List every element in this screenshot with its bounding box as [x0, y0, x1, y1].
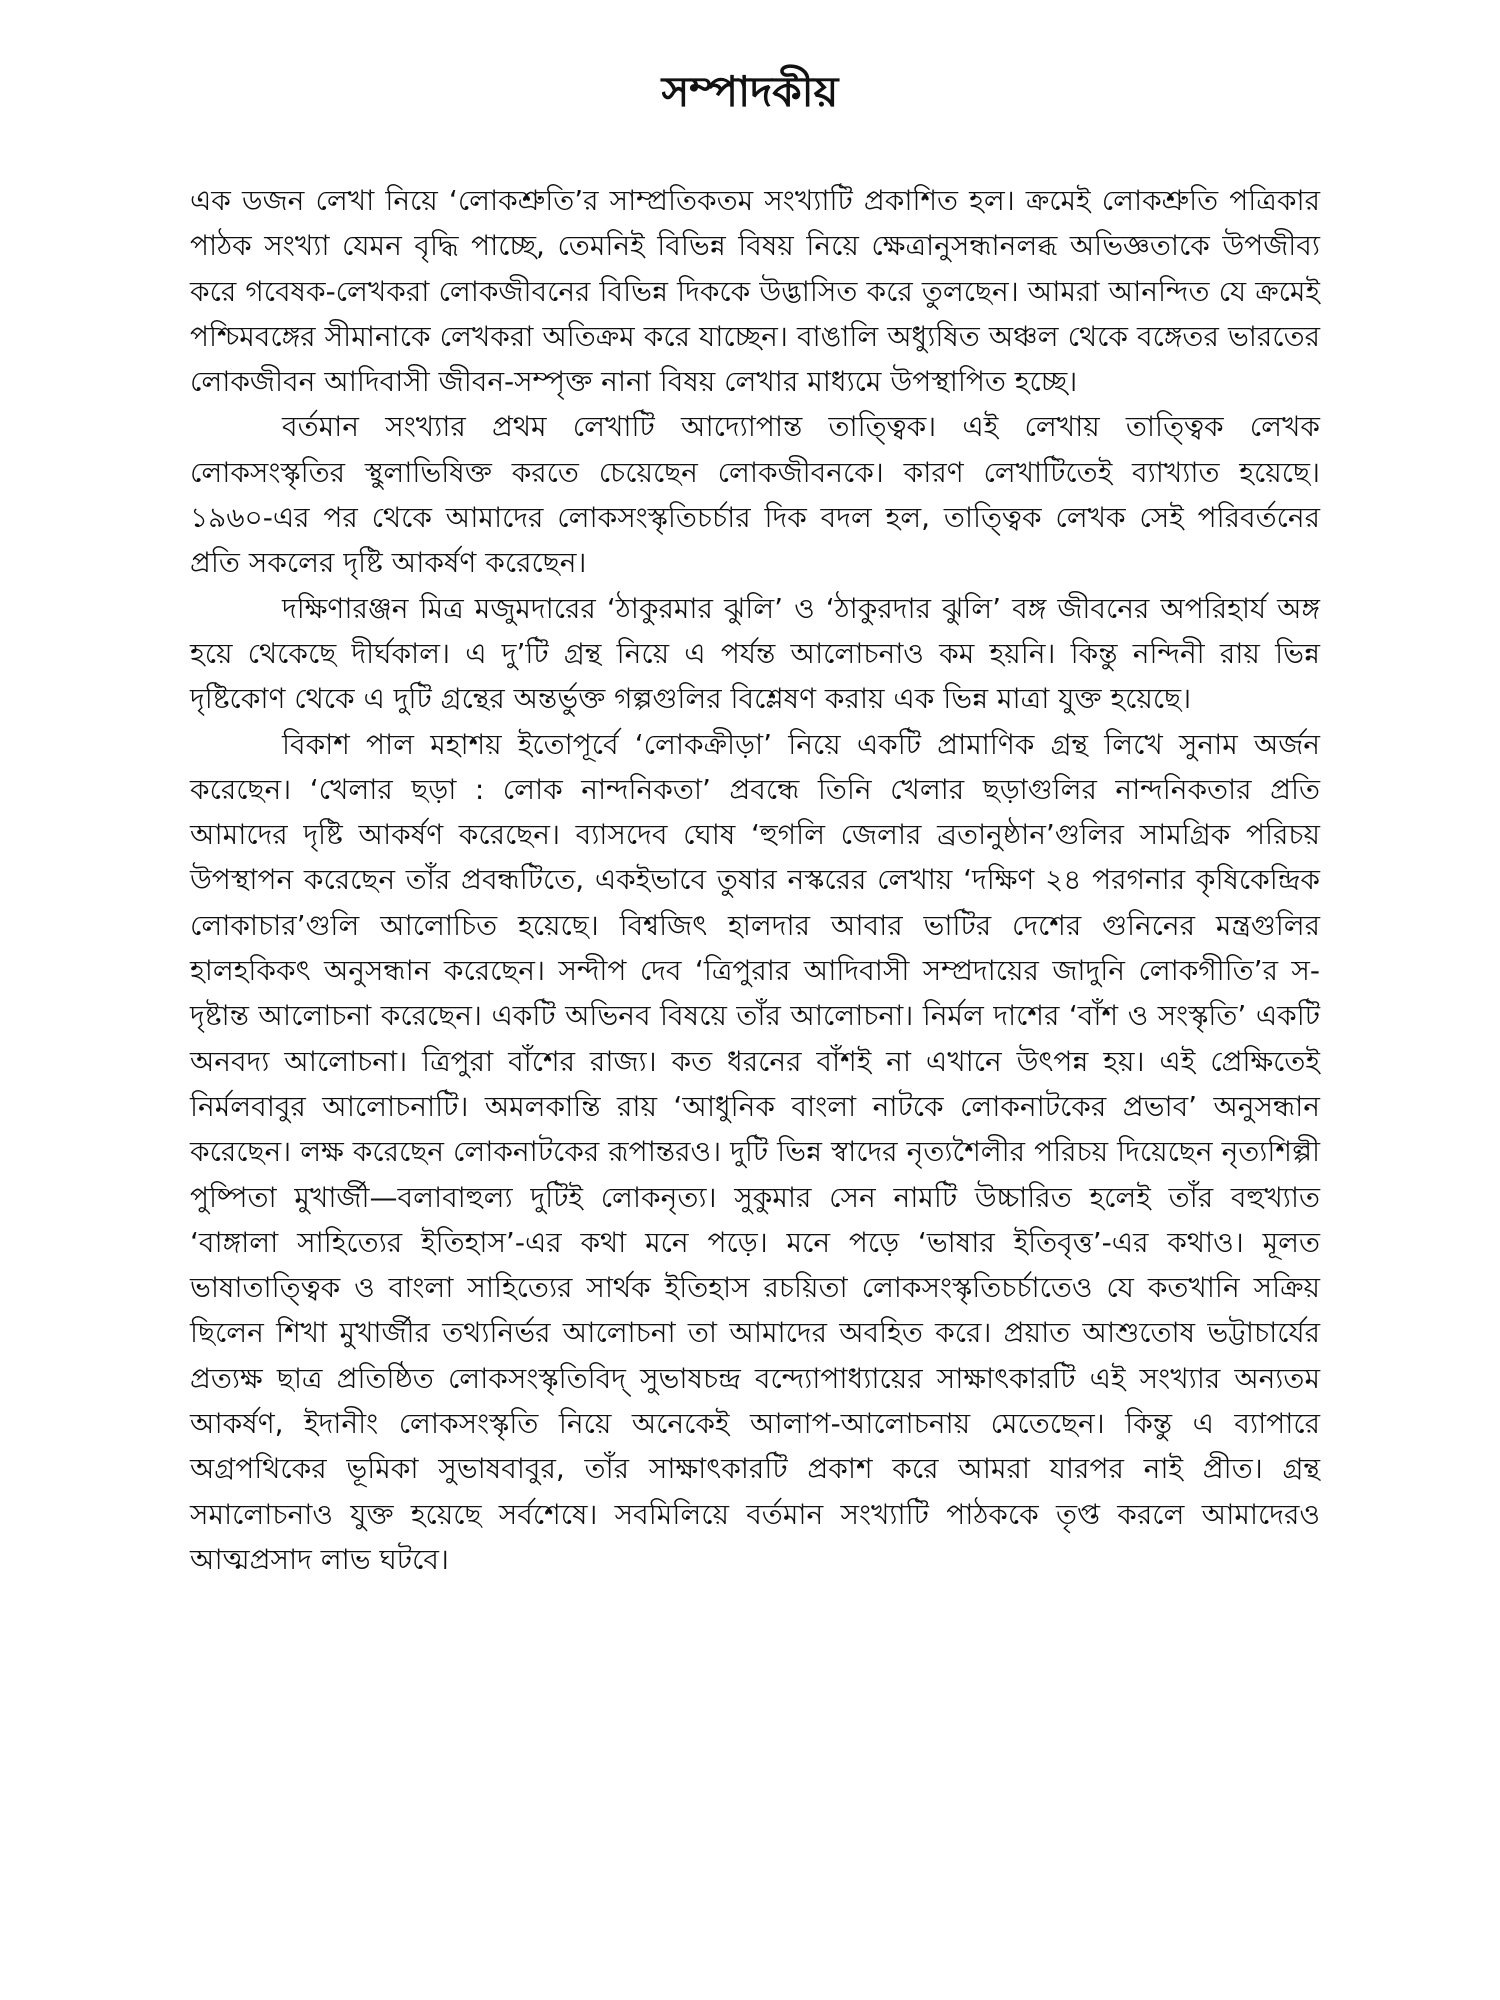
- editorial-body: [190, 178, 1320, 1582]
- paragraph-first-article: বর্তমান সংখ্যার প্রথম লেখাটি আদ্যোপান্ত তাত্ত্বিক। এই লেখায় তাত্ত্বিক লেখক লোকসংস্কৃতির স্থুলাভিষিক্ত করতে চেয়েছেন লোকজীবনকে। কারণ লেখাটিতেই ব্যাখ্যাত হয়েছে। ১৯৬০-এর পর থেকে আমাদের লোকসংস্কৃতিচর্চার দিক বদল হল, তাত্ত্বিক লেখক সেই পরিবর্তনের প্রতি সকলের দৃষ্টি আকর্ষণ করেছেন।: [190, 410, 1320, 580]
- paragraph-articles-overview: বিকাশ পাল মহাশয় ইতোপূর্বে ‘লোকক্রীড়া’ নিয়ে একটি প্রামাণিক গ্রন্থ লিখে সুনাম অর্জন করেছেন। ‘খেলার ছড়া : লোক নান্দনিকতা’ প্রবন্ধে তিনি খেলার ছড়াগুলির নান্দনিকতার প্রতি আমাদের দৃষ্টি আকর্ষণ করেছেন। ব্যাসদেব ঘোষ ‘হুগলি জেলার ব্রতানুষ্ঠান’গুলির সামগ্রিক পরিচয় উপস্থাপন করেছেন তাঁর প্রবন্ধটিতে, একইভাবে তুষার নস্করের লেখায় ‘দক্ষিণ ২৪ পরগনার কৃষিকেন্দ্রিক লোকাচার’গুলি আলোচিত হয়েছে। বিশ্বজিৎ হালদার আবার ভাটির দেশের গুনিনের মন্ত্রগুলির হালহকিকৎ অনুসন্ধান করেছেন। সন্দীপ দেব ‘ত্রিপুরার আদিবাসী সম্প্রদায়ের জাদুনি লোকগীতি’র স-দৃষ্টান্ত আলোচনা করেছেন। একটি অভিনব বিষয়ে তাঁর আলোচনা। নির্মল দাশের ‘বাঁশ ও সংস্কৃতি’ একটি অনবদ্য আলোচনা। ত্রিপুরা বাঁশের রাজ্য। কত ধরনের বাঁশই না এখানে উৎপন্ন হয়। এই প্রেক্ষিতেই নির্মলবাবুর আলোচনাটি। অমলকান্তি রায় ‘আধুনিক বাংলা নাটকে লোকনাটকের প্রভাব’ অনুসন্ধান করেছেন। লক্ষ করেছেন লোকনাটকের রূপান্তরও। দুটি ভিন্ন স্বাদের নৃত্যশৈলীর পরিচয় দিয়েছেন নৃত্যশিল্পী পুষ্পিতা মুখার্জী—বলাবাহুল্য দুটিই লোকনৃত্য। সুকুমার সেন নামটি উচ্চারিত হলেই তাঁর বহুখ্যাত ‘বাঙ্গালা সাহিত্যের ইতিহাস’-এর কথা মনে পড়ে। মনে পড়ে ‘ভাষার ইতিবৃত্ত’-এর কথাও। মূলত ভাষাতাত্ত্বিক ও বাংলা সাহিত্যের সার্থক ইতিহাস রচয়িতা লোকসংস্কৃতিচর্চাতেও যে কতখানি সক্রিয় ছিলেন শিখা মুখার্জীর তথ্যনির্ভর আলোচনা তা আমাদের অবহিত করে। প্রয়াত আশুতোষ ভট্টাচার্যের প্রত্যক্ষ ছাত্র প্রতিষ্ঠিত লোকসংস্কৃতিবিদ্ সুভাষচন্দ্র বন্দ্যোপাধ্যায়ের সাক্ষাৎকারটি এই সংখ্যার অন্যতম আকর্ষণ, ইদানীং লোকসংস্কৃতি নিয়ে অনেকেই আলাপ-আলোচনায় মেতেছেন। কিন্তু এ ব্যাপারে অগ্রপথিকের ভূমিকা সুভাষবাবুর, তাঁর সাক্ষাৎকারটি প্রকাশ করে আমরা যারপর নাই প্রীত। গ্রন্থ সমালোচনাও যুক্ত হয়েছে সর্বশেষে। সবমিলিয়ে বর্তমান সংখ্যাটি পাঠককে তৃপ্ত করলে আমাদেরও আত্মপ্রসাদ লাভ ঘটবে।: [190, 727, 1320, 1576]
- paragraph-thakurmar-jhuli: দক্ষিণারঞ্জন মিত্র মজুমদারের ‘ঠাকুরমার ঝুলি’ ও ‘ঠাকুরদার ঝুলি’ বঙ্গ জীবনের অপরিহার্য অঙ্গ হয়ে থেকেছে দীর্ঘকাল। এ দু’টি গ্রন্থ নিয়ে এ পর্যন্ত আলোচনাও কম হয়নি। কিন্তু নন্দিনী রায় ভিন্ন দৃষ্টিকোণ থেকে এ দুটি গ্রন্থের অন্তর্ভুক্ত গল্পগুলির বিশ্লেষণ করায় এক ভিন্ন মাত্রা যুক্ত হয়েছে।: [190, 591, 1320, 716]
- paragraph-intro: এক ডজন লেখা নিয়ে ‘লোকশ্রুতি’র সাম্প্রতিকতম সংখ্যাটি প্রকাশিত হল। ক্রমেই লোকশ্রুতি পত্রিকার পাঠক সংখ্যা যেমন বৃদ্ধি পাচ্ছে, তেমনিই বিভিন্ন বিষয় নিয়ে ক্ষেত্রানুসন্ধানলব্ধ অভিজ্ঞতাকে উপজীব্য করে গবেষক-লেখকরা লোকজীবনের বিভিন্ন দিককে উদ্ভাসিত করে তুলছেন। আমরা আনন্দিত যে ক্রমেই পশ্চিমবঙ্গের সীমানাকে লেখকরা অতিক্রম করে যাচ্ছেন। বাঙালি অধ্যুষিত অঞ্চল থেকে বঙ্গেতর ভারতের লোকজীবন আদিবাসী জীবন-সম্পৃক্ত নানা বিষয় লেখার মাধ্যমে উপস্থাপিত হচ্ছে।: [190, 184, 1320, 399]
- page-title: সম্পাদকীয়: [661, 67, 839, 116]
